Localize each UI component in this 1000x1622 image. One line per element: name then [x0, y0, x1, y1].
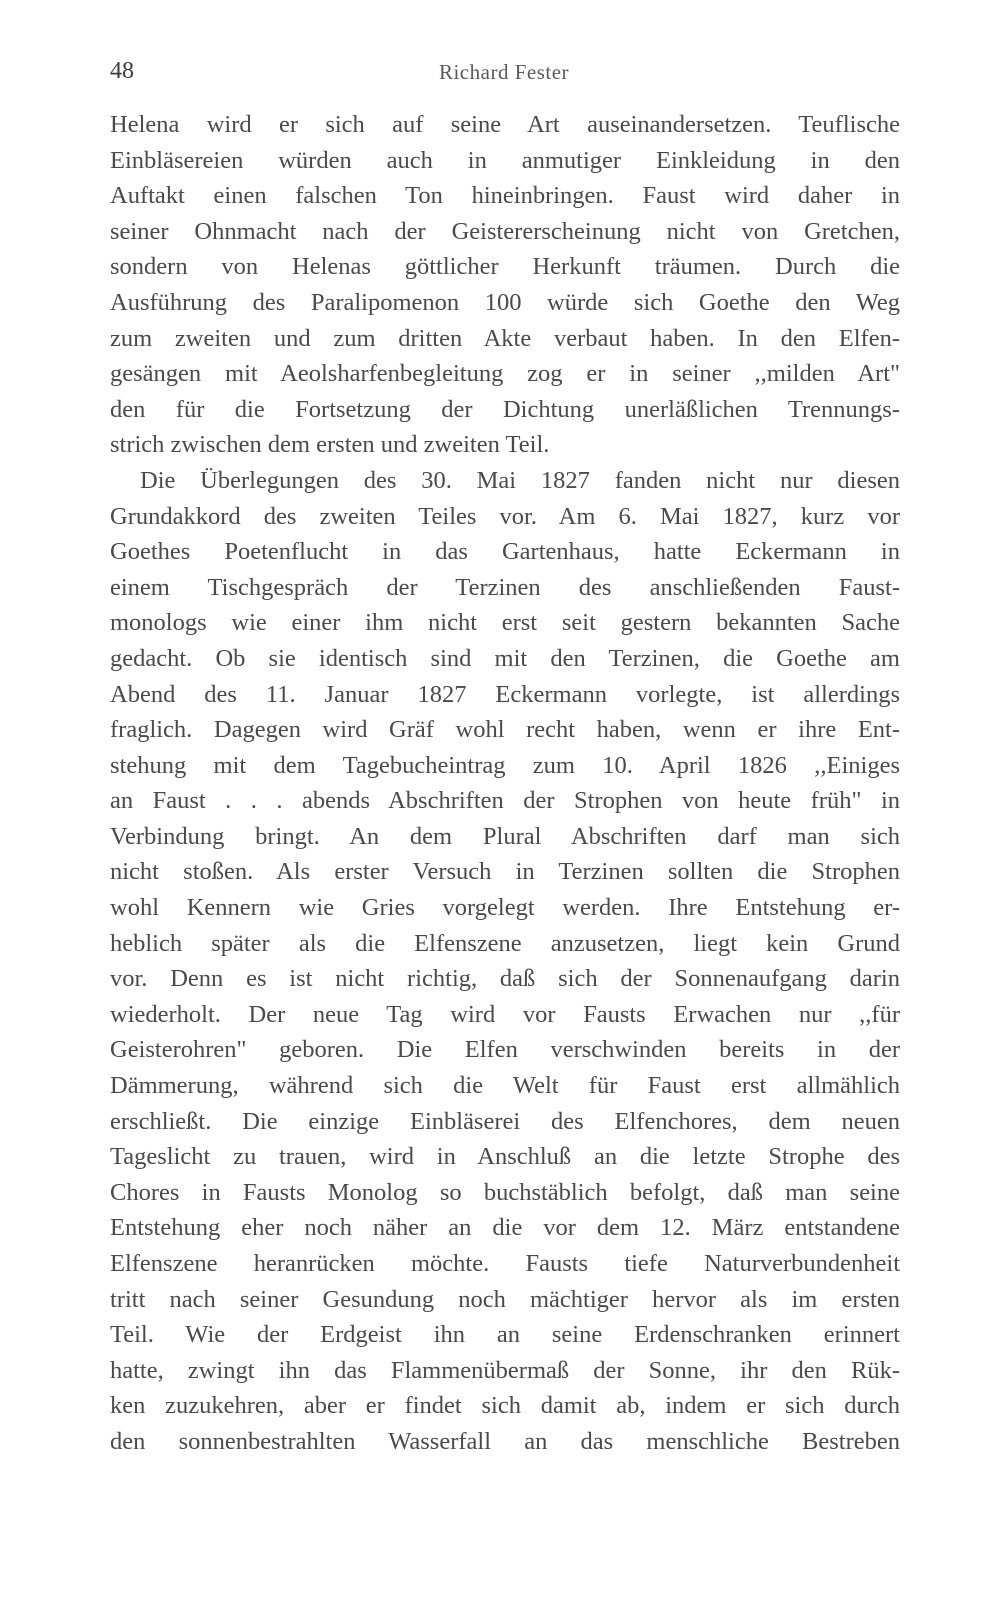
text-line: Einbläsereien würden auch in anmutiger Einkleidung in den — [110, 146, 900, 174]
text-line: Tageslicht zu trauen, wird in Anschluß an die letzte Strophe des — [110, 1143, 900, 1171]
text-line: Teil. Wie der Erdgeist ihn an seine Erdenschranken erinnert — [110, 1321, 900, 1349]
paragraph-start-line: Die Überlegungen des 30. Mai 1827 fanden nicht nur diesen — [140, 466, 900, 494]
text-line: ken zuzukehren, aber er findet sich damit ab, indem er sich durch — [110, 1392, 900, 1420]
text-line: wohl Kennern wie Gries vorgelegt werden. Ihre Entstehung er- — [110, 894, 900, 922]
text-line: fraglich. Dagegen wird Gräf wohl recht haben, wenn er ihre Ent- — [110, 716, 900, 744]
text-line: vor. Denn es ist nicht richtig, daß sich der Sonnenaufgang darin — [110, 965, 900, 993]
text-line: Abend des 11. Januar 1827 Eckermann vorlegte, ist allerdings — [110, 680, 900, 708]
page-header — [110, 58, 898, 90]
text-line: stehung mit dem Tagebucheintrag zum 10. April 1826 ,,Einiges — [110, 751, 900, 779]
text-line: den für die Fortsetzung der Dichtung unerläßlichen Trennungs- — [110, 395, 900, 423]
text-line: Entstehung eher noch näher an die vor dem 12. März entstandene — [110, 1214, 900, 1242]
text-line: wiederholt. Der neue Tag wird vor Fausts Erwachen nur ,,für — [110, 1000, 900, 1028]
text-line: Helena wird er sich auf seine Art auseinandersetzen. Teuflische — [110, 111, 900, 138]
text-line: erschließt. Die einzige Einbläserei des Elfenchores, dem neuen — [110, 1107, 900, 1135]
text-line: den sonnenbestrahlten Wasserfall an das menschliche Bestreben — [110, 1427, 900, 1455]
text-line: seiner Ohnmacht nach der Geistererscheinung nicht von Gretchen, — [110, 217, 900, 245]
text-line: Verbindung bringt. An dem Plural Abschriften darf man sich — [110, 822, 900, 850]
text-line: an Faust . . . abends Abschriften der Strophen von heute früh" in — [110, 787, 900, 815]
text-line: Chores in Fausts Monolog so buchstäblich befolgt, daß man seine — [110, 1178, 900, 1206]
text-line: gedacht. Ob sie identisch sind mit den Terzinen, die Goethe am — [110, 644, 900, 672]
text-line: gesängen mit Aeolsharfenbegleitung zog er in seiner ,,milden Art" — [110, 360, 900, 388]
running-head: Richard Fester — [438, 60, 570, 84]
text-line: nicht stoßen. Als erster Versuch in Terzinen sollten die Strophen — [110, 858, 900, 886]
text-line: Elfenszene heranrücken möchte. Fausts tiefe Naturverbundenheit — [110, 1250, 900, 1277]
text-line: Goethes Poetenflucht in das Gartenhaus, hatte Eckermann in — [110, 538, 900, 566]
text-line: einem Tischgespräch der Terzinen des anschließenden Faust- — [110, 573, 900, 601]
text-line: Ausführung des Paralipomenon 100 würde sich Goethe den Weg — [110, 288, 900, 316]
paragraph-end-line: strich zwischen dem ersten und zweiten Teil. — [110, 431, 550, 459]
text-line: monologs wie einer ihm nicht erst seit gestern bekannten Sache — [110, 609, 900, 637]
text-line: heblich später als die Elfenszene anzusetzen, liegt kein Grund — [110, 929, 900, 957]
text-line: Dämmerung, während sich die Welt für Faust erst allmählich — [110, 1072, 900, 1100]
text-line: Geisterohren" geboren. Die Elfen verschwinden bereits in der — [110, 1036, 900, 1064]
body-text — [110, 107, 900, 1460]
text-line: Grundakkord des zweiten Teiles vor. Am 6. Mai 1827, kurz vor — [110, 502, 900, 530]
text-line: tritt nach seiner Gesundung noch mächtiger hervor als im ersten — [110, 1285, 900, 1313]
text-line: Auftakt einen falschen Ton hineinbringen. Faust wird daher in — [110, 182, 900, 210]
page-number: 48 — [110, 58, 134, 84]
text-line: zum zweiten und zum dritten Akte verbaut haben. In den Elfen- — [110, 324, 900, 352]
text-line: sondern von Helenas göttlicher Herkunft träumen. Durch die — [110, 253, 900, 281]
text-line: hatte, zwingt ihn das Flammenübermaß der Sonne, ihr den Rük- — [110, 1356, 900, 1384]
